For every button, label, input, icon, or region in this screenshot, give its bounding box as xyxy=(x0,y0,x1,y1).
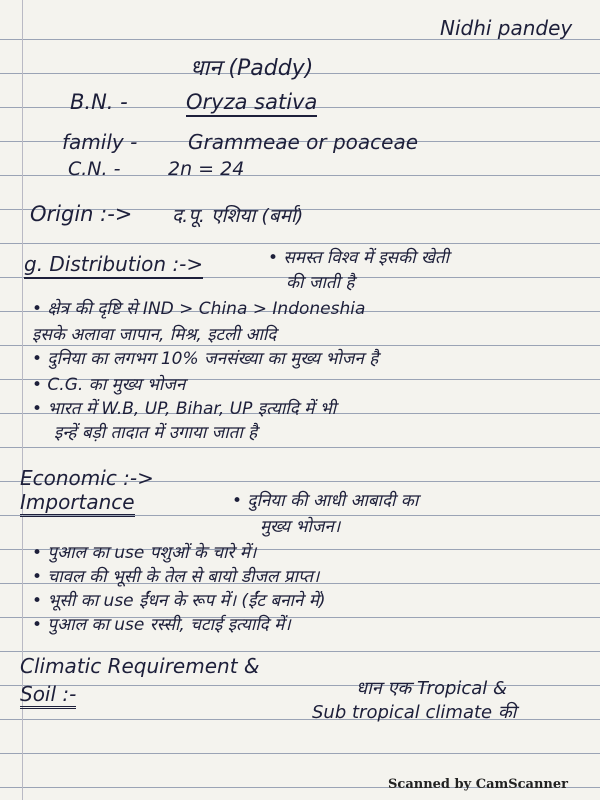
origin-label: Origin :-> xyxy=(30,202,133,226)
distribution-label: g. Distribution :-> xyxy=(24,252,203,279)
climatic-label-line1: Climatic Requirement & xyxy=(20,654,260,678)
page-margin-line xyxy=(22,0,23,800)
economic-point: • चावल की भूसी के तेल से बायो डीजल प्राप्त। xyxy=(32,567,320,587)
family-value: Grammeae or poaceae xyxy=(188,130,419,154)
climatic-text-line1: धान एक Tropical & xyxy=(356,678,508,699)
page-title: धान (Paddy) xyxy=(190,56,314,81)
family-label: family - xyxy=(62,130,138,154)
economic-point: • पुआल का use पशुओं के चारे में। xyxy=(32,543,257,563)
distribution-point: इसके अलावा जापान, मिश्र, इटली आदि xyxy=(32,325,277,345)
author-name: Nidhi pandey xyxy=(440,16,573,40)
scanner-watermark: Scanned by CamScanner xyxy=(388,777,568,792)
economic-point: • पुआल का use रस्सी, चटाई इत्यादि में। xyxy=(32,615,291,635)
chromosome-label: C.N. - xyxy=(68,158,121,180)
economic-text-line1: • दुनिया की आधी आबादी का xyxy=(232,491,419,511)
botanical-name-value: Oryza sativa xyxy=(186,90,317,117)
origin-value: द.पू. एशिया (बर्मा) xyxy=(172,205,304,227)
distribution-point: • दुनिया का लगभग 10% जनसंख्या का मुख्य भोजन है xyxy=(32,349,379,369)
economic-text-line2: मुख्य भोजन। xyxy=(260,517,341,537)
distribution-point: इन्हें बड़ी तादात में उगाया जाता है xyxy=(54,423,258,443)
distribution-text-line1: • समस्त विश्व में इसकी खेती xyxy=(268,248,450,268)
distribution-point: • क्षेत्र की दृष्टि से IND > China > Indoneshia xyxy=(32,299,366,319)
botanical-name-label: B.N. - xyxy=(70,90,128,114)
distribution-text-line2: की जाती है xyxy=(286,273,355,293)
climatic-text-line2: Sub tropical climate की xyxy=(312,702,517,723)
economic-point: • भूसी का use ईंधन के रूप में। (ईंट बनाने में) xyxy=(32,591,326,611)
distribution-point: • भारत में W.B, UP, Bihar, UP इत्यादि में भी xyxy=(32,399,337,419)
chromosome-value: 2n = 24 xyxy=(168,158,245,180)
economic-label-line1: Economic :-> xyxy=(20,466,154,490)
economic-label-line2: Importance xyxy=(20,490,135,517)
climatic-label-line2: Soil :- xyxy=(20,682,76,709)
distribution-point: • C.G. का मुख्य भोजन xyxy=(32,375,186,395)
